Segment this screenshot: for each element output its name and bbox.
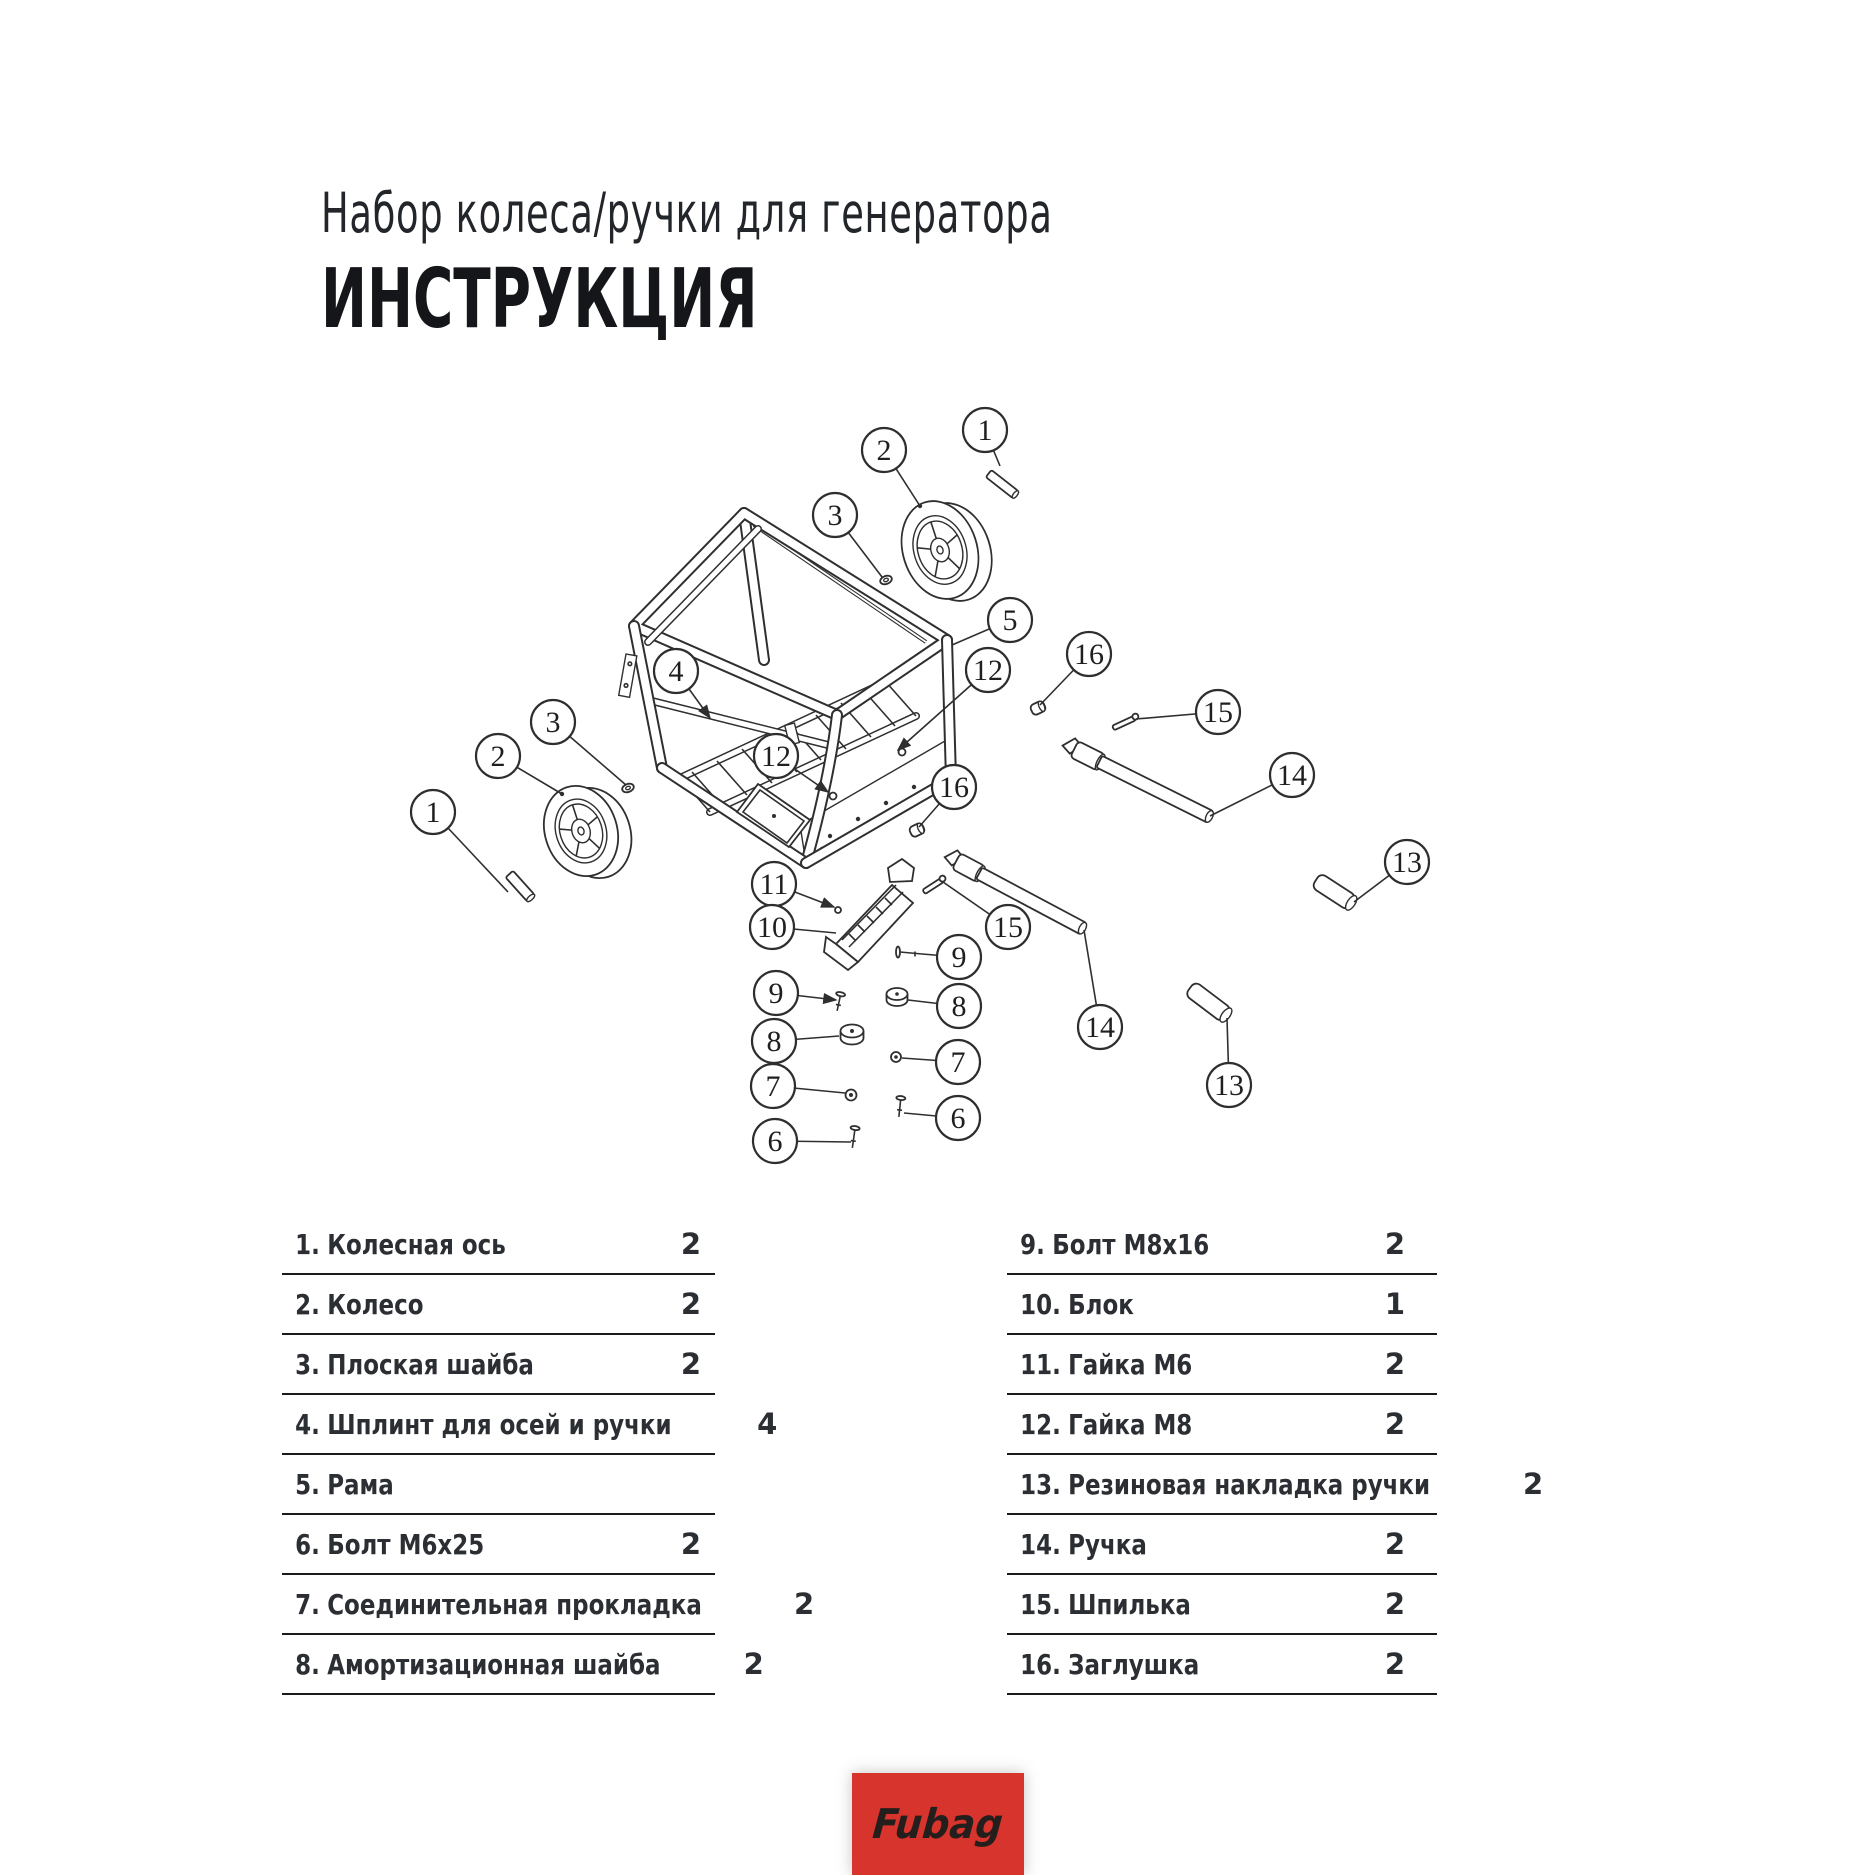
parts-row (282, 1455, 715, 1515)
shock-washer-illustration (841, 1025, 864, 1045)
wheel-front-illustration (889, 487, 1004, 614)
part-qty: 2 (1384, 1587, 1405, 1621)
svg-text:7: 7 (950, 1046, 966, 1079)
grip-illustration (1185, 981, 1234, 1024)
parts-row (1007, 1395, 1437, 1455)
part-qty: 1 (1384, 1287, 1405, 1321)
part-qty: 2 (794, 1587, 815, 1621)
axle-pin-illustration (506, 871, 536, 903)
svg-text:6: 6 (950, 1102, 966, 1135)
svg-text:3: 3 (827, 499, 843, 532)
callout-16 (932, 765, 976, 809)
parts-row (1007, 1335, 1437, 1395)
svg-text:14: 14 (1085, 1011, 1115, 1044)
svg-text:8: 8 (951, 990, 967, 1023)
part-label: 1. Колесная ось (295, 1227, 506, 1261)
bolt-m8x16-illustration (896, 947, 922, 958)
callout-11 (752, 862, 796, 906)
document-subtitle: Набор колеса/ручки для генератора (321, 181, 1053, 245)
frame-bracket (619, 654, 637, 697)
svg-text:12: 12 (761, 740, 791, 773)
callout-7 (936, 1040, 980, 1084)
parts-row (1007, 1635, 1437, 1695)
callout-1 (411, 790, 455, 834)
part-label: 12. Гайка M8 (1020, 1407, 1193, 1441)
bolt-m8x16-illustration (833, 991, 846, 1011)
parts-list-left (282, 1215, 815, 1695)
callout-13 (1385, 840, 1429, 884)
part-label: 6. Болт M6x25 (295, 1527, 485, 1561)
brand-logo (852, 1773, 1024, 1875)
part-label: 8. Амортизационная шайба (295, 1647, 661, 1681)
callout-6 (753, 1119, 797, 1163)
part-qty: 2 (680, 1227, 701, 1261)
parts-row (282, 1575, 815, 1635)
svg-text:15: 15 (993, 911, 1023, 944)
callout-6 (936, 1096, 980, 1140)
part-label: 11. Гайка M6 (1020, 1347, 1193, 1381)
svg-text:10: 10 (757, 911, 787, 944)
parts-row (282, 1335, 715, 1395)
svg-text:4: 4 (668, 655, 684, 688)
brand-name: Fubag (870, 1800, 1006, 1848)
svg-text:13: 13 (1214, 1069, 1244, 1102)
svg-text:1: 1 (425, 796, 441, 829)
part-label: 5. Рама (295, 1467, 394, 1501)
svg-text:2: 2 (490, 740, 506, 773)
parts-row (282, 1515, 715, 1575)
part-qty: 2 (680, 1287, 701, 1321)
callout-5 (988, 598, 1032, 642)
svg-text:8: 8 (766, 1025, 782, 1058)
svg-text:9: 9 (951, 941, 967, 974)
flat-washer-illustration (621, 782, 635, 794)
end-cap-illustration (1029, 700, 1046, 716)
parts-row (282, 1215, 715, 1275)
callout-9 (754, 971, 798, 1015)
part-label: 16. Заглушка (1020, 1647, 1200, 1681)
part-label: 15. Шпилька (1020, 1587, 1191, 1621)
callout-2 (862, 428, 906, 472)
part-qty: 2 (680, 1347, 701, 1381)
callout-10 (750, 905, 794, 949)
callout-3 (813, 493, 857, 537)
stud-illustration (922, 874, 947, 894)
svg-text:11: 11 (759, 868, 789, 901)
end-cap-illustration (908, 822, 925, 838)
callout-12 (966, 648, 1010, 692)
callout-12 (754, 734, 798, 778)
callout-15 (986, 905, 1030, 949)
callout-15 (1196, 690, 1240, 734)
svg-text:3: 3 (545, 706, 561, 739)
part-qty: 2 (1522, 1467, 1544, 1501)
stud-illustration (1111, 713, 1139, 731)
part-label: 4. Шплинт для осей и ручки (295, 1407, 672, 1441)
part-qty: 2 (1384, 1527, 1405, 1561)
svg-text:5: 5 (1002, 604, 1018, 637)
bolt-m6x25-illustration (848, 1125, 860, 1148)
parts-row (282, 1275, 715, 1335)
svg-text:7: 7 (765, 1070, 781, 1103)
part-qty: 2 (1384, 1227, 1405, 1261)
svg-text:16: 16 (1074, 638, 1104, 671)
svg-text:12: 12 (973, 654, 1003, 687)
svg-text:16: 16 (939, 771, 969, 804)
parts-row (282, 1635, 764, 1695)
shock-washer-illustration (887, 988, 908, 1006)
nut-m6-illustration (835, 907, 841, 913)
axle-pin-illustration (986, 470, 1020, 499)
callout-3 (531, 700, 575, 744)
document-title: ИНСТРУКЦИЯ (321, 252, 758, 347)
part-qty: 2 (680, 1527, 701, 1561)
callout-14 (1078, 1005, 1122, 1049)
callout-7 (751, 1064, 795, 1108)
parts-list-right (1007, 1215, 1544, 1695)
svg-text:13: 13 (1392, 846, 1422, 879)
spacer-illustration (846, 1090, 857, 1101)
svg-text:1: 1 (977, 414, 993, 447)
part-qty: 4 (757, 1407, 778, 1441)
callout-13 (1207, 1063, 1251, 1107)
part-label: 9. Болт M8x16 (1020, 1227, 1210, 1261)
part-label: 14. Ручка (1020, 1527, 1147, 1561)
parts-row (1007, 1455, 1544, 1515)
callout-9 (937, 935, 981, 979)
callout-8 (937, 984, 981, 1028)
callout-2 (476, 734, 520, 778)
exploded-diagram (330, 300, 1460, 1168)
parts-row (1007, 1215, 1437, 1275)
parts-row (282, 1395, 778, 1455)
part-qty: 2 (743, 1647, 764, 1681)
part-label: 3. Плоская шайба (295, 1347, 534, 1381)
part-label: 10. Блок (1020, 1287, 1134, 1321)
handle-illustration (1059, 735, 1216, 826)
svg-text:2: 2 (876, 434, 892, 467)
nut-m8-illustration (830, 793, 837, 800)
callout-4 (654, 649, 698, 693)
grip-illustration (1311, 873, 1359, 912)
callout-14 (1270, 753, 1314, 797)
parts-row (1007, 1575, 1437, 1635)
bolt-m6x25-illustration (894, 1096, 905, 1118)
part-qty: 2 (1384, 1347, 1405, 1381)
parts-row (1007, 1275, 1437, 1335)
spacer-illustration (891, 1052, 901, 1062)
svg-text:14: 14 (1277, 759, 1307, 792)
svg-text:15: 15 (1203, 696, 1233, 729)
part-qty: 2 (1384, 1407, 1405, 1441)
callout-16 (1067, 632, 1111, 676)
svg-text:6: 6 (767, 1125, 783, 1158)
callout-8 (752, 1019, 796, 1063)
part-label: 2. Колесо (295, 1287, 424, 1321)
parts-row (1007, 1515, 1437, 1575)
part-qty: 2 (1384, 1647, 1405, 1681)
svg-text:9: 9 (768, 977, 784, 1010)
part-label: 13. Резиновая накладка ручки (1020, 1467, 1431, 1501)
callout-1 (963, 408, 1007, 452)
part-label: 7. Соединительная прокладка (295, 1587, 702, 1621)
